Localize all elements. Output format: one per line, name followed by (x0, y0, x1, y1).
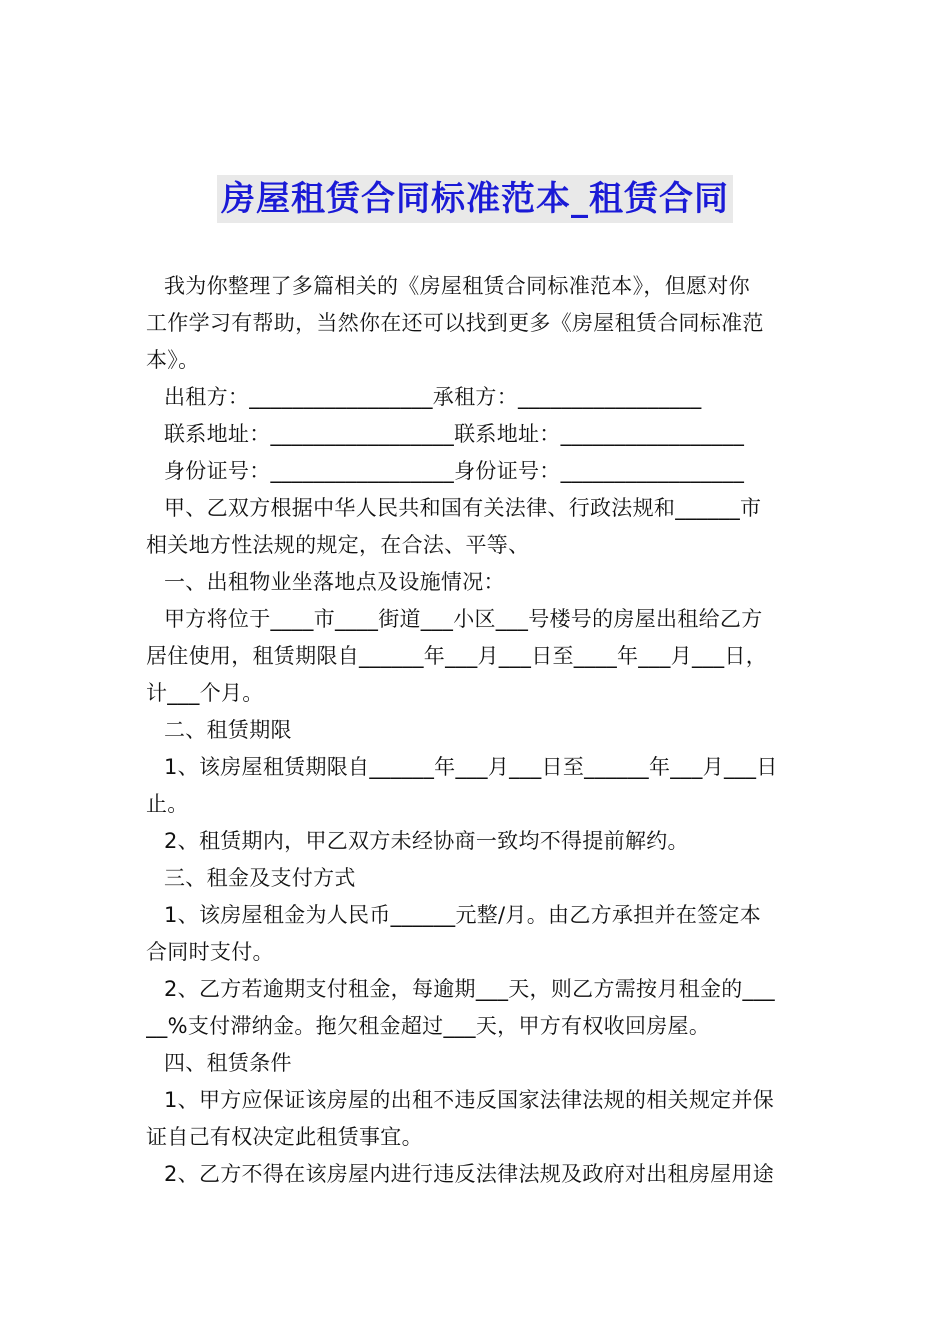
address-line: 联系地址：_________________联系地址：_________________ (164, 422, 745, 446)
section-3-item-2-line-2: __%支付滞纳金。拖欠租金超过___天，甲方有权收回房屋。 (146, 1014, 711, 1038)
id-number-line: 身份证号：_________________身份证号：_________________ (164, 459, 745, 483)
section-3-item-1-line-1: 1、该房屋租金为人民币______元整/月。由乙方承担并在签定本 (164, 903, 762, 927)
section-2-item-1-line-2: 止。 (146, 792, 189, 816)
section-4-heading: 四、租赁条件 (164, 1051, 292, 1075)
section-1-line-3: 计___个月。 (146, 681, 264, 705)
lessor-line: 出租方：_________________承租方：_________________ (164, 385, 702, 409)
section-1-heading: 一、出租物业坐落地点及设施情况： (164, 570, 505, 594)
basis-line-2: 相关地方性法规的规定，在合法、平等、 (146, 533, 530, 557)
section-3-item-2-line-1: 2、乙方若逾期支付租金，每逾期___天，则乙方需按月租金的___ (164, 977, 775, 1001)
section-4-item-1-line-2: 证自己有权决定此租赁事宜。 (146, 1125, 423, 1149)
section-3-heading: 三、租金及支付方式 (164, 866, 356, 890)
section-4-item-1-line-1: 1、甲方应保证该房屋的出租不违反国家法律法规的相关规定并保 (164, 1088, 775, 1112)
section-1-line-1: 甲方将位于____市____街道___小区___号楼号的房屋出租给乙方 (164, 607, 763, 631)
intro-line-2: 工作学习有帮助，当然你在还可以找到更多《房屋租赁合同标准范 (146, 311, 764, 335)
section-2-item-2: 2、租赁期内，甲乙双方未经协商一致均不得提前解约。 (164, 829, 689, 853)
section-3-item-1-line-2: 合同时支付。 (146, 940, 274, 964)
section-1-line-2: 居住使用，租赁期限自______年___月___日至____年___月___日， (146, 644, 767, 668)
intro-line-3: 本》。 (146, 348, 200, 372)
section-2-heading: 二、租赁期限 (164, 718, 292, 742)
document-body (146, 268, 810, 1193)
section-2-item-1-line-1: 1、该房屋租赁期限自______年___月___日至______年___月___日 (164, 755, 778, 779)
intro-line-1: 我为你整理了多篇相关的《房屋租赁合同标准范本》，但愿对你 (164, 274, 750, 298)
section-4-item-2-line-1: 2、乙方不得在该房屋内进行违反法律法规及政府对出租房屋用途 (164, 1162, 775, 1186)
title-container (0, 175, 950, 223)
basis-line-1: 甲、乙双方根据中华人民共和国有关法律、行政法规和______市 (164, 496, 762, 520)
document-title: 房屋租赁合同标准范本_租赁合同 (217, 175, 733, 223)
